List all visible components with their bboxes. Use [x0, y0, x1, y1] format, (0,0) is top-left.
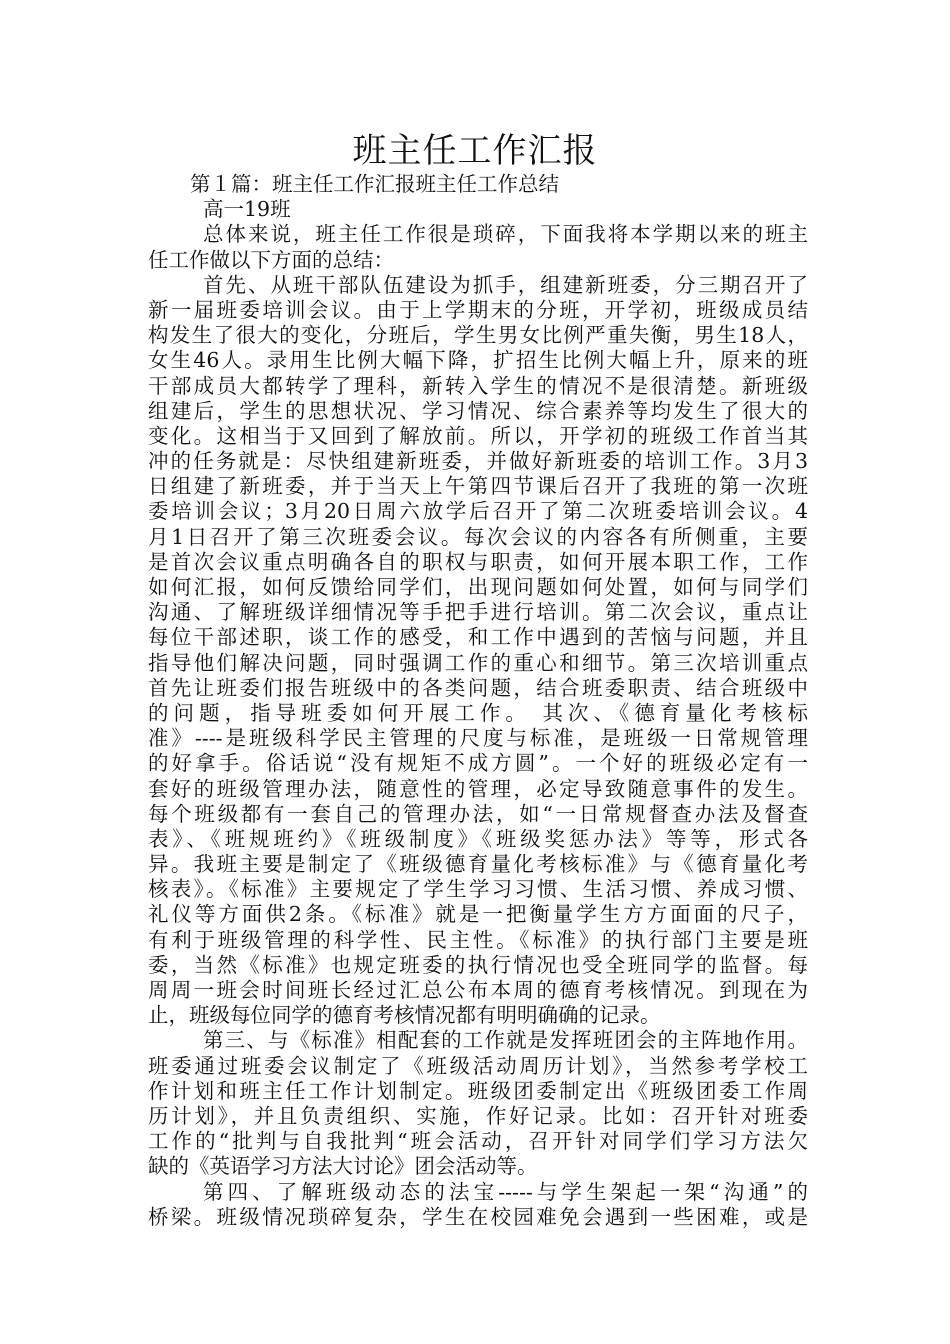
text-line: 第四、了解班级动态的法宝-----与学生架起一架“沟通”的	[203, 1179, 808, 1204]
text-line: 第１篇：班主任工作汇报班主任工作总结	[190, 172, 559, 196]
text-line: 每位干部述职，谈工作的感受，和工作中遇到的苦恼与问题，并且	[148, 625, 808, 650]
text-line: 指导他们解决问题，同时强调工作的重心和细节。第三次培训重点	[148, 650, 808, 675]
text-line: 构发生了很大的变化，分班后，学生男女比例严重失衡，男生18人，	[148, 323, 808, 348]
text-line: 组建后，学生的思想状况、学习情况、综合素养等均发生了很大的	[148, 398, 808, 423]
text-line: 每个班级都有一套自己的管理办法，如“一日常规督查办法及督查	[148, 801, 808, 826]
text-line: 新一届班委培训会议。由于上学期末的分班，开学初，班级成员结	[148, 297, 808, 322]
text-line: 女生46人。录用生比例大幅下降，扩招生比例大幅上升，原来的班	[148, 348, 808, 373]
text-line: 准》----是班级科学民主管理的尺度与标准，是班级一日常规管理	[148, 726, 808, 751]
text-line: 桥梁。班级情况琐碎复杂，学生在校园难免会遇到一些困难，或是	[148, 1204, 808, 1229]
text-line: 套好的班级管理办法，随意性的管理，必定导致随意事件的发生。	[148, 776, 808, 801]
text-line: 任工作做以下方面的总结：	[148, 247, 394, 272]
text-line: 异。我班主要是制定了《班级德育量化考核标准》与《德育量化考	[148, 852, 808, 877]
text-line: 工作的“批判与自我批判“班会活动，召开针对同学们学习方法欠	[148, 1129, 808, 1154]
text-line: 委，当然《标准》也规定班委的执行情况也受全班同学的监督。每	[148, 952, 808, 977]
text-line: 月1日召开了第三次班委会议。每次会议的内容各有所侧重，主要	[148, 524, 808, 549]
text-line: 的问题，指导班委如何开展工作。 其次、《德育量化考核标	[148, 700, 808, 725]
text-line: 冲的任务就是：尽快组建新班委，并做好新班委的培训工作。3月3	[148, 449, 808, 474]
text-line: 第三、与《标准》相配套的工作就是发挥班团会的主阵地作用。	[203, 1028, 808, 1053]
text-line: 历计划》，并且负责组织、实施，作好记录。比如：召开针对班委	[148, 1103, 808, 1128]
text-line: 周周一班会时间班长经过汇总公布本周的德育考核情况。到现在为	[148, 978, 808, 1002]
text-line: 首先、从班干部队伍建设为抓手，组建新班委，分三期召开了	[203, 272, 808, 297]
text-line: 首先让班委们报告班级中的各类问题，结合班委职责、结合班级中	[148, 675, 808, 700]
text-line: 干部成员大都转学了理科，新转入学生的情况不是很清楚。新班级	[148, 373, 808, 398]
text-line: 礼仪等方面供2条。《标准》就是一把衡量学生方方面面的尺子，	[148, 902, 808, 927]
text-line: 止，班级每位同学的德育考核情况都有明明确确的记录。	[148, 1003, 661, 1028]
document-title: 班主任工作汇报	[352, 131, 598, 171]
text-line: 缺的《英语学习方法大讨论》团会活动等。	[148, 1154, 538, 1179]
text-line: 表》、《班规班约》《班级制度》《班级奖惩办法》等等，形式各	[148, 826, 808, 851]
text-line: 班委通过班委会议制定了《班级活动周历计划》，当然参考学校工	[148, 1053, 808, 1078]
text-line: 高一19班	[203, 197, 291, 222]
text-line: 作计划和班主任工作计划制定。班级团委制定出《班级团委工作周	[148, 1078, 808, 1103]
text-line: 沟通、了解班级详细情况等手把手进行培训。第二次会议，重点让	[148, 600, 808, 625]
text-line: 总体来说，班主任工作很是琐碎，下面我将本学期以来的班主	[203, 222, 808, 247]
text-line: 如何汇报，如何反馈给同学们，出现问题如何处置，如何与同学们	[148, 575, 808, 599]
document-body	[148, 172, 808, 1230]
text-line: 核表》。《标准》主要规定了学生学习习惯、生活习惯、养成习惯、	[148, 877, 808, 902]
text-line: 委培训会议；3月20日周六放学后召开了第二次班委培训会议。4	[148, 499, 808, 524]
text-line: 变化。这相当于又回到了解放前。所以，开学初的班级工作首当其	[148, 423, 808, 448]
text-line: 是首次会议重点明确各自的职权与职责，如何开展本职工作，工作	[148, 549, 808, 574]
text-line: 有利于班级管理的科学性、民主性。《标准》的执行部门主要是班	[148, 927, 808, 952]
text-line: 日组建了新班委，并于当天上午第四节课后召开了我班的第一次班	[148, 474, 808, 499]
text-line: 的好拿手。俗话说“没有规矩不成方圆”。一个好的班级必定有一	[148, 751, 808, 776]
